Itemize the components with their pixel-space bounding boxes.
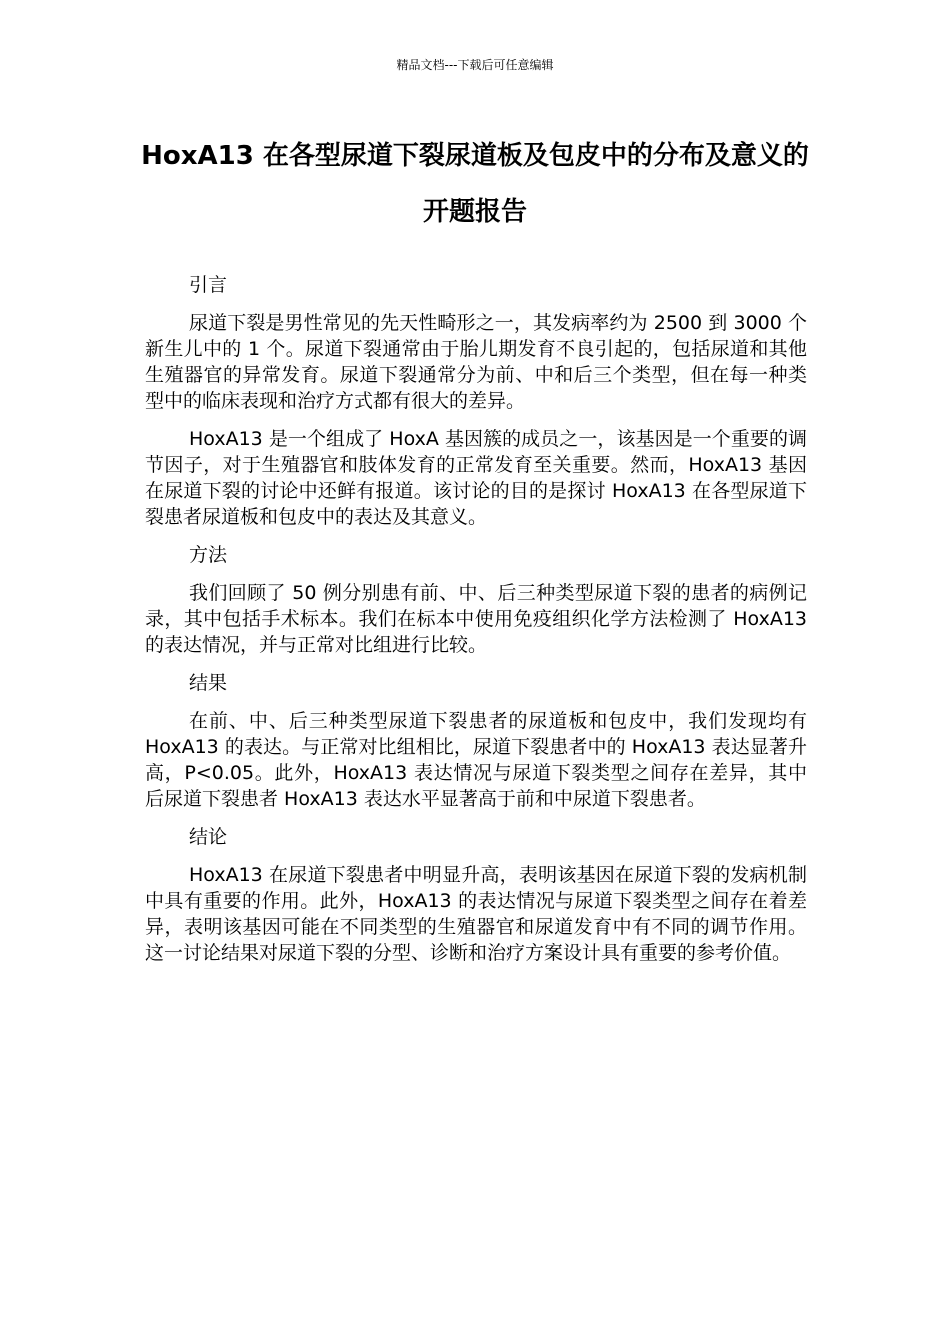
document-body <box>145 272 807 978</box>
paragraph: 尿道下裂是男性常见的先天性畸形之一，其发病率约为 2500 到 3000 个新生儿中的 1 个。尿道下裂通常由于胎儿期发育不良引起的，包括尿道和其他生殖器官的异常发育。尿道下裂通常分为前、中和后三个类型，但在每一种类型中的临床表现和治疗方式都有很大的差异。 <box>145 312 807 412</box>
paragraph: 我们回顾了 50 例分别患有前、中、后三种类型尿道下裂的患者的病例记录，其中包括手术标本。我们在标本中使用免疫组织化学方法检测了 HoxA13 的表达情况，并与正常对比组进行比较。 <box>145 582 807 656</box>
section-heading-conclusion: 结论 <box>189 826 228 848</box>
paragraph: 在前、中、后三种类型尿道下裂患者的尿道板和包皮中，我们发现均有 HoxA13 的表达。与正常对比组相比，尿道下裂患者中的 HoxA13 表达显著升高，P<0.05。此外，HoxA13 表达情况与尿道下裂类型之间存在差异，其中后尿道下裂患者 HoxA13 表达水平显著高于前和中尿道下裂患者。 <box>145 710 807 810</box>
paragraph: HoxA13 在尿道下裂患者中明显升高，表明该基因在尿道下裂的发病机制中具有重要的作用。此外，HoxA13 的表达情况与尿道下裂类型之间存在着差异，表明该基因可能在不同类型的生殖器官和尿道发育中有不同的调节作用。这一讨论结果对尿道下裂的分型、诊断和治疗方案设计具有重要的参考价值。 <box>145 864 807 964</box>
section-methods <box>145 542 807 658</box>
section-heading-methods: 方法 <box>189 544 228 566</box>
document-title: HoxA13 在各型尿道下裂尿道板及包皮中的分布及意义的开题报告 <box>141 141 809 227</box>
section-results <box>145 670 807 812</box>
paragraph: HoxA13 是一个组成了 HoxA 基因簇的成员之一，该基因是一个重要的调节因子，对于生殖器官和肢体发育的正常发育至关重要。然而，HoxA13 基因在尿道下裂的讨论中还鲜有报道。该讨论的目的是探讨 HoxA13 在各型尿道下裂患者尿道板和包皮中的表达及其意义。 <box>145 428 807 528</box>
section-conclusion <box>145 824 807 966</box>
section-heading-introduction: 引言 <box>189 274 228 296</box>
section-introduction <box>145 272 807 530</box>
section-heading-results: 结果 <box>189 672 228 694</box>
header-note: 精品文档---下载后可任意编辑 <box>396 58 554 72</box>
